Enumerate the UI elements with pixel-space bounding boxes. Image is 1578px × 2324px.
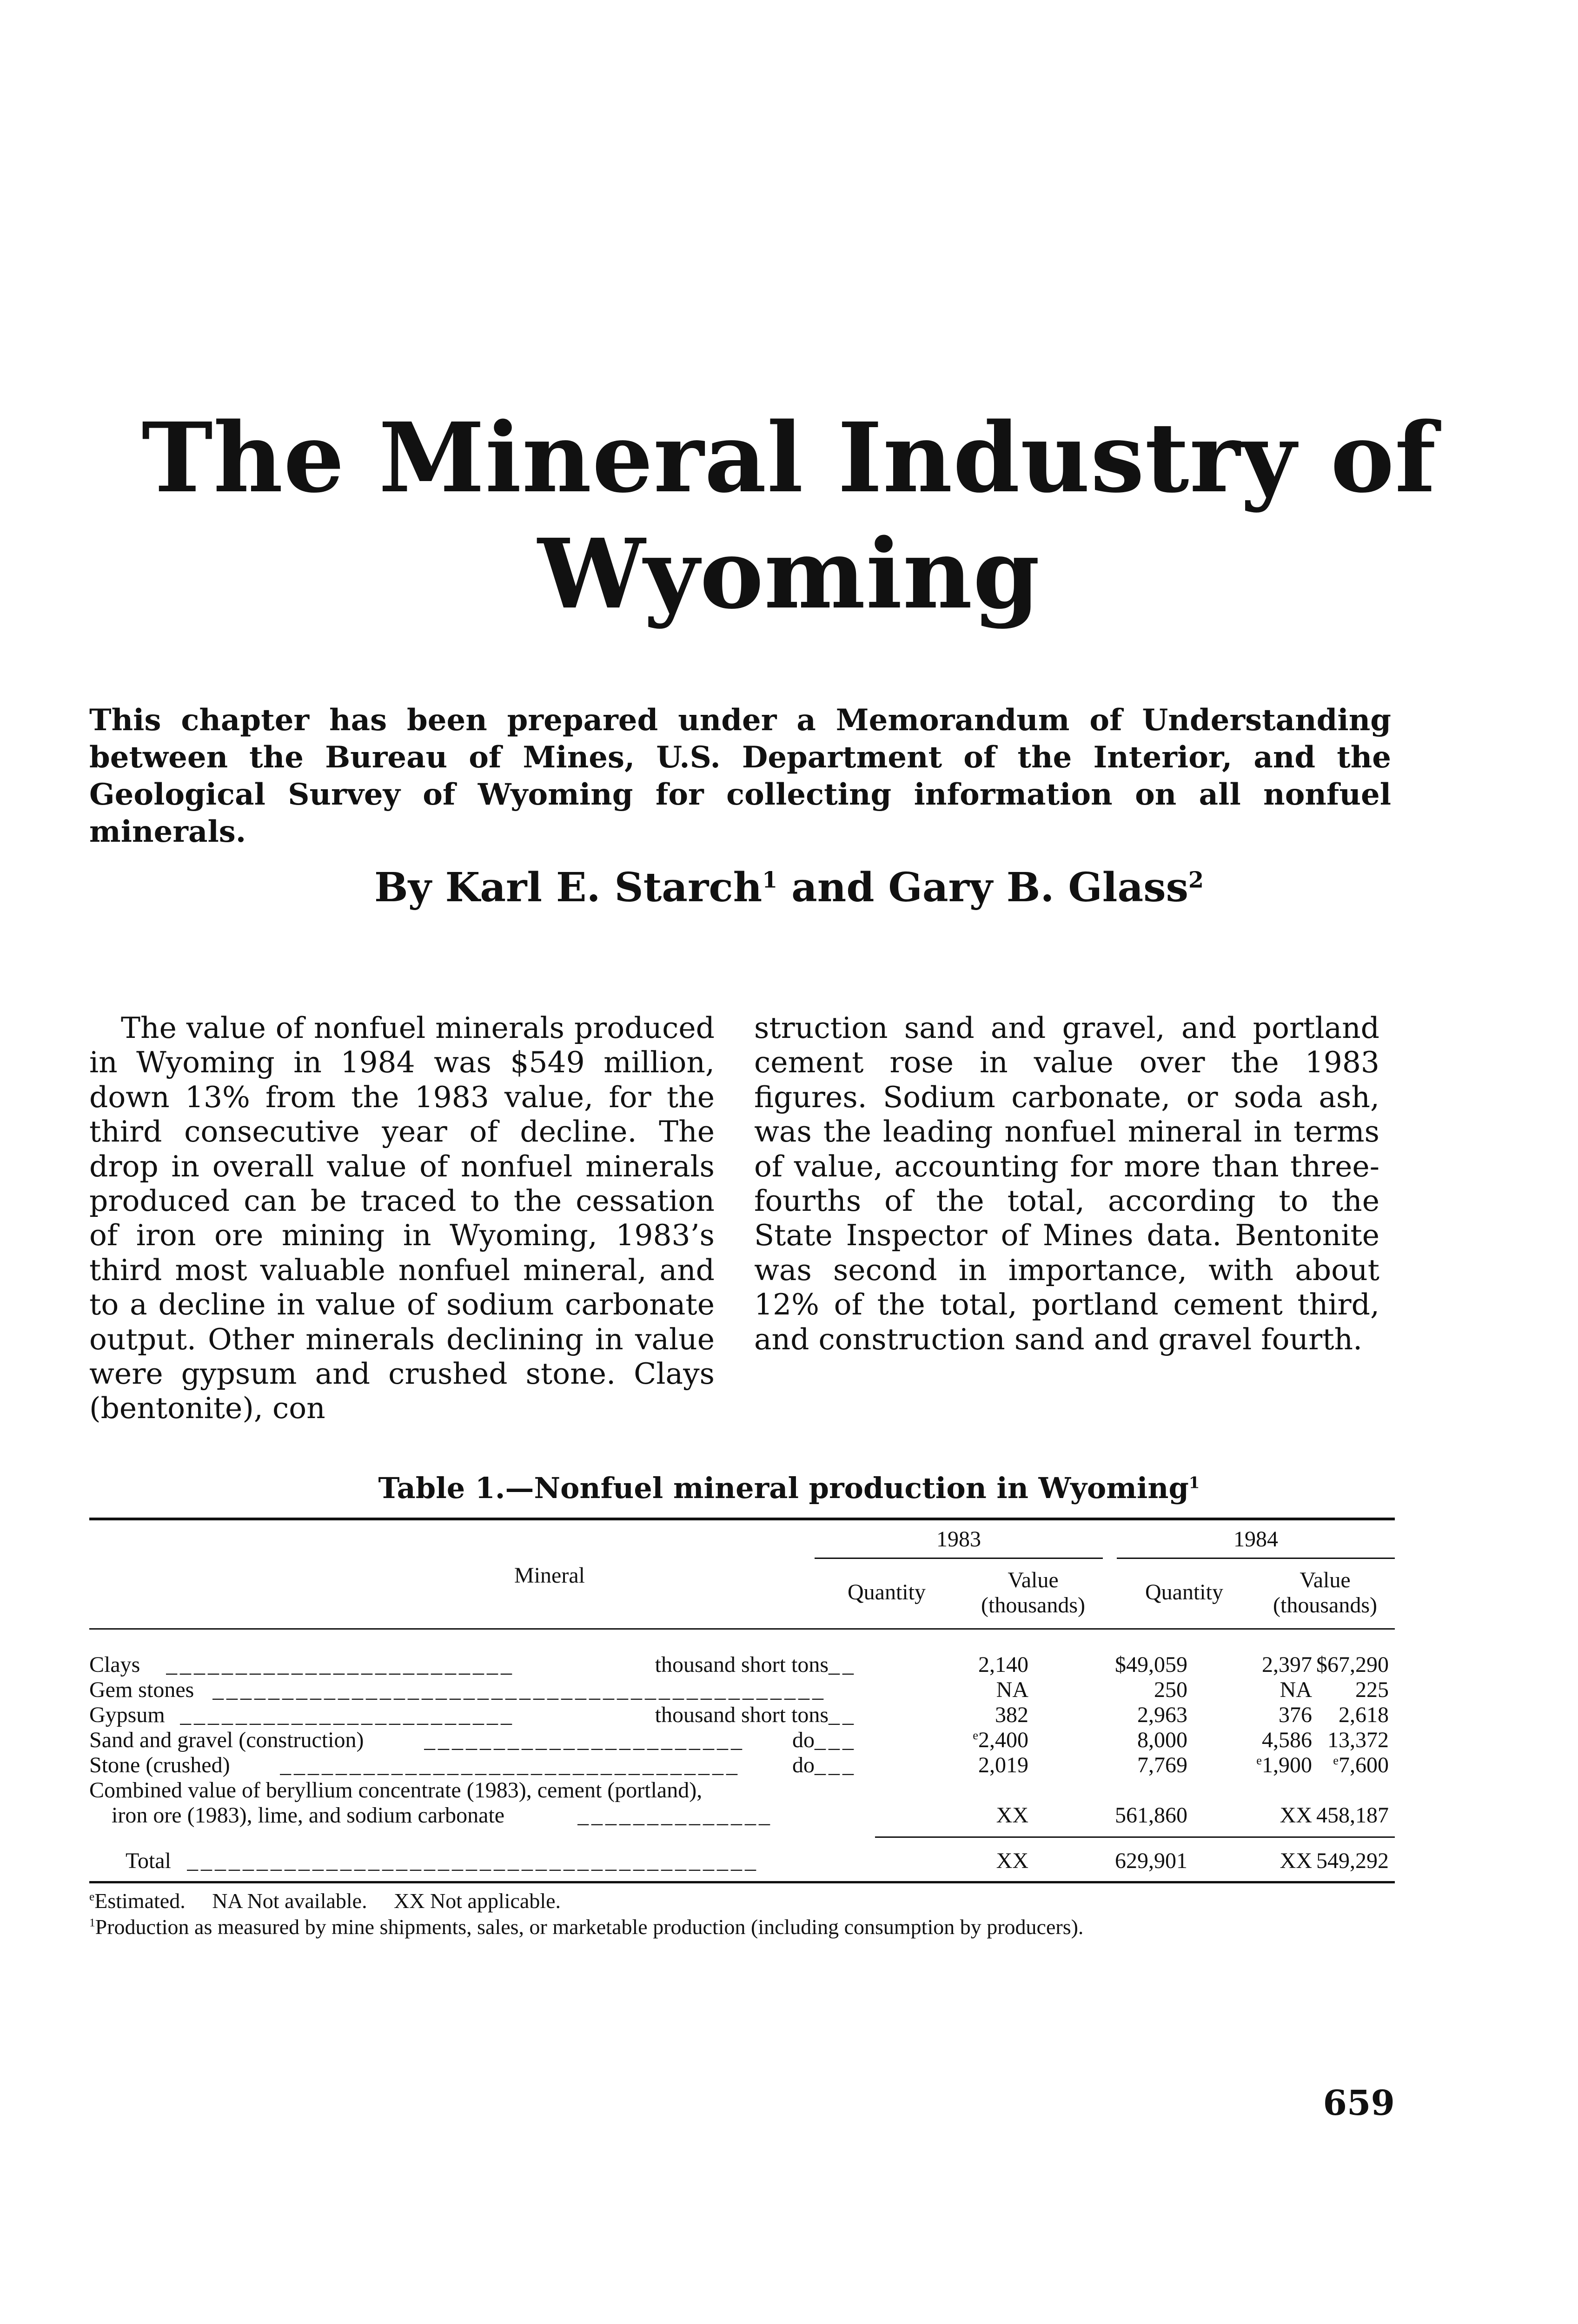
header-value-1984-line-2: (thousands)	[1273, 1593, 1377, 1618]
estimated-mark: e	[1256, 1753, 1262, 1767]
leader-dots: _________________________________________	[187, 1849, 759, 1873]
row-unit-sand-gravel: do___	[792, 1728, 856, 1752]
table-top-rule	[89, 1518, 1395, 1520]
author-2: Gary B. Glass	[888, 864, 1189, 911]
q1984-gem-stones: NA	[1280, 1677, 1312, 1702]
combined-label-line-1: Combined value of beryllium concentrate (1983), cement (portland),	[89, 1778, 703, 1802]
v1984-total: 549,292	[1316, 1849, 1389, 1873]
v1983-sand-gravel: 8,000	[1137, 1728, 1187, 1752]
q1983-total: XX	[996, 1849, 1028, 1873]
v1984-gypsum: 2,618	[1339, 1703, 1389, 1727]
q1984-clays: 2,397	[1262, 1652, 1312, 1677]
memorandum-note: This chapter has been prepared under a Memorandum of Understanding between the Bureau of Mines, U.S. Department of the Interior, and the Geological Survey of Wyoming for collecting information on all nonfuel minerals.	[89, 703, 1391, 849]
chapter-title	[0, 400, 1578, 632]
row-unit-gypsum: thousand short tons__	[655, 1703, 856, 1727]
q1983-stone-crushed: 2,019	[978, 1753, 1028, 1777]
chapter-title-line-2: Wyoming	[537, 518, 1041, 630]
leader-dots: ____________________________________________	[212, 1677, 826, 1702]
header-quantity-1983: Quantity	[848, 1580, 926, 1604]
estimated-mark: e	[89, 1890, 95, 1903]
header-1984-rule	[1117, 1558, 1395, 1559]
v1984-combined: 458,187	[1316, 1803, 1389, 1828]
q1983-combined: XX	[996, 1803, 1028, 1828]
q1983-clays: 2,140	[978, 1652, 1028, 1677]
q1984-gypsum: 376	[1279, 1703, 1312, 1727]
v1983-total: 629,901	[1115, 1849, 1187, 1873]
q1984-sand-gravel: 4,586	[1262, 1728, 1312, 1752]
header-value-1983-line-1: Value	[1008, 1568, 1059, 1592]
row-mineral-clays: Clays	[89, 1652, 140, 1677]
leader-dots: _________________________________	[280, 1753, 740, 1777]
row-unit-clays: thousand short tons__	[655, 1652, 856, 1677]
row-mineral-stone-crushed: Stone (crushed)	[89, 1753, 230, 1777]
byline-conjunction: and	[777, 864, 888, 911]
footnote-1-mark: 1	[89, 1916, 95, 1929]
footnote-1-text: Production as measured by mine shipments, sales, or marketable production (including consumption by producers).	[95, 1915, 1084, 1939]
body-column-right	[754, 1011, 1379, 1357]
q1984-combined: XX	[1280, 1803, 1312, 1828]
body-paragraph: The value of nonfuel minerals produced in Wyoming in 1984 was $549 million, down 13% from the 1983 value, for the third consecutive year of decline. The drop in overall value of nonfuel minerals produced can be traced to the cessation of iron ore mining in Wyoming, 1983’s third most valuable nonfuel mineral, and to a decline in value of sodium carbonate output. Other minerals declining in value were gypsum and crushed stone. Clays (bentonite), con	[89, 1011, 715, 1426]
combined-label-line-2: iron ore (1983), lime, and sodium carbonate	[112, 1803, 505, 1828]
v1983-clays: $49,059	[1115, 1652, 1187, 1677]
v1983-combined: 561,860	[1115, 1803, 1187, 1828]
q1983-gypsum: 382	[995, 1703, 1028, 1727]
v1984-clays: $67,290	[1316, 1652, 1389, 1677]
author-1-footnote-mark: 1	[762, 867, 778, 893]
leader-dots: _________________________	[166, 1652, 515, 1677]
table-bottom-rule	[89, 1881, 1395, 1883]
header-1983-rule	[815, 1558, 1103, 1559]
author-1: Karl E. Starch	[445, 864, 762, 911]
byline-prefix: By	[374, 864, 445, 911]
v1983-gypsum: 2,963	[1137, 1703, 1187, 1727]
q1984-total: XX	[1280, 1849, 1312, 1873]
header-mineral: Mineral	[514, 1563, 585, 1588]
leader-dots: ________________________	[180, 1703, 515, 1727]
header-bottom-rule	[89, 1628, 1395, 1630]
q1984-stone-crushed: $^e$1,900	[1256, 1753, 1312, 1777]
row-mineral-gem-stones: Gem stones	[89, 1677, 194, 1702]
byline	[0, 860, 1578, 916]
page-number: 659	[1323, 2083, 1395, 2123]
header-value-1983-line-2: (thousands)	[981, 1593, 1085, 1618]
author-2-footnote-mark: 2	[1188, 867, 1204, 893]
leader-dots: _______________________	[424, 1728, 745, 1752]
q1983-gem-stones: NA	[996, 1677, 1028, 1702]
total-label: Total	[126, 1849, 171, 1873]
footnote-legend-text: Estimated. NA Not available. XX Not applicable.	[94, 1889, 561, 1913]
row-unit-stone-crushed: do___	[792, 1753, 856, 1777]
header-year-1984: 1984	[1233, 1527, 1278, 1552]
estimated-mark: e	[973, 1728, 978, 1742]
row-mineral-sand-gravel: Sand and gravel (construction)	[89, 1728, 364, 1752]
q1983-sand-gravel: $^e$2,400	[973, 1728, 1028, 1752]
v1983-gem-stones: 250	[1154, 1677, 1187, 1702]
chapter-title-line-1: The Mineral Industry of	[141, 402, 1437, 514]
footnote-1	[89, 1914, 1395, 1940]
total-sum-rule	[875, 1836, 1395, 1838]
v1983-stone-crushed: 7,769	[1137, 1753, 1187, 1777]
estimated-mark: e	[1333, 1753, 1339, 1767]
table-title-text: Table 1.—Nonfuel mineral production in Wyoming	[378, 1471, 1189, 1505]
v1984-gem-stones: 225	[1355, 1677, 1389, 1702]
table-title-footnote-mark: 1	[1188, 1473, 1200, 1492]
header-quantity-1984: Quantity	[1145, 1580, 1223, 1604]
row-mineral-gypsum: Gypsum	[89, 1703, 165, 1727]
table-footnotes	[89, 1888, 1395, 1940]
body-column-left	[89, 1011, 715, 1426]
header-value-1984-line-1: Value	[1300, 1568, 1351, 1592]
header-year-1983: 1983	[936, 1527, 981, 1552]
leader-dots: ______________	[577, 1803, 773, 1828]
v1984-stone-crushed: $^e$7,600	[1333, 1753, 1389, 1777]
v1984-sand-gravel: 13,372	[1327, 1728, 1389, 1752]
footnote-legend	[89, 1888, 1395, 1914]
body-paragraph-continued: struction sand and gravel, and portland cement rose in value over the 1983 figures. Sodium carbonate, or soda ash, was the leading nonfuel mineral in terms of value, accounting for more than three-fourths of the total, according to the State Inspector of Mines data. Bentonite was second in importance, with about 12% of the total, portland cement third, and construction sand and gravel fourth.	[754, 1011, 1379, 1356]
header-value-1983	[963, 1568, 1103, 1618]
table-title	[0, 1470, 1578, 1507]
header-value-1984	[1255, 1568, 1395, 1618]
